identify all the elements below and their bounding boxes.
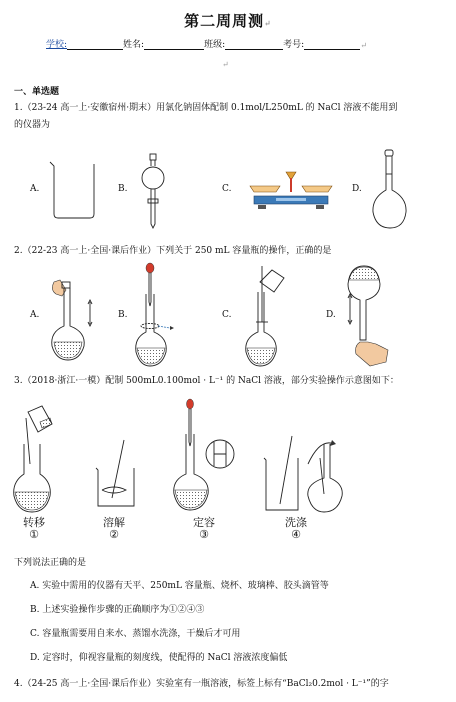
section-heading: 一、单选题 — [14, 87, 60, 97]
exam-no-blank[interactable] — [304, 39, 360, 50]
question-1-line1: 1.（23-24 高一上·安徽宿州·期末）用氯化钠固体配制 0.1mol/L250mL 的 NaCl 溶液不能用到 — [14, 103, 398, 113]
step-washing-number: ④ — [291, 528, 301, 541]
q3-choice-d-text: 定容时，仰视容量瓶的刻度线，使配得的 NaCl 溶液浓度偏低 — [42, 653, 288, 663]
question-3-text: 3.（2018·浙江·一模）配制 500mL0.100mol · L⁻¹ 的 NaCl 溶液，部分实验操作示意图如下： — [14, 376, 399, 386]
q3-choice-c-text: 容量瓶需要用自来水、蒸馏水洗涤，干燥后才可用 — [42, 629, 241, 639]
q2-option-a[interactable]: A. — [30, 310, 40, 320]
q2-option-d[interactable]: D. — [326, 310, 336, 320]
step-volume-fixing-number: ③ — [199, 528, 209, 541]
step-dissolve-label: 溶解 — [103, 516, 125, 529]
q3-choice-a-text: 实验中需用的仪器有天平、250mL 容量瓶、烧杯、玻璃棒、胶头滴管等 — [42, 581, 329, 591]
q1-option-d[interactable]: D. — [352, 184, 362, 194]
class-blank[interactable] — [225, 39, 283, 50]
dissolve-step-icon — [94, 438, 138, 510]
q2-option-b[interactable]: B. — [118, 310, 128, 320]
transfer-step-icon — [12, 404, 72, 514]
q1-option-c[interactable]: C. — [222, 184, 232, 194]
title-text: 第二周周测 — [184, 12, 265, 30]
name-label: 姓名: — [123, 40, 145, 50]
q3-choice-d[interactable] — [30, 650, 450, 663]
q3-choice-a-letter: A. — [30, 581, 40, 591]
q3-choice-c[interactable] — [30, 626, 450, 639]
exam-no-label: 考号: — [283, 40, 305, 50]
paragraph-mark: ↵ — [360, 41, 367, 50]
q3-choice-b-text: 上述实验操作步骤的正确顺序为①②④③ — [42, 605, 205, 615]
question-2-text: 2.（22-23 高一上·全国·课后作业）下列关于 250 mL 容量瓶的操作，正确的是 — [14, 246, 332, 256]
question-1-text — [14, 100, 444, 134]
step-volume-fixing-label: 定容 — [193, 516, 215, 529]
balance-scale-icon — [246, 168, 336, 214]
separatory-funnel-icon — [138, 152, 168, 228]
q3-choice-d-letter: D. — [30, 653, 40, 663]
volume-fixing-step-icon — [170, 398, 246, 514]
step-transfer-label: 转移 — [23, 516, 45, 529]
step-washing-label: 洗涤 — [285, 516, 307, 529]
beaker-pour-into-flask-icon — [238, 262, 288, 368]
volumetric-flask-icon — [370, 148, 410, 230]
q1-option-a[interactable]: A. — [30, 184, 40, 194]
return-mark: ↵ — [222, 60, 229, 69]
school-label: 学校: — [46, 40, 68, 50]
name-blank[interactable] — [144, 39, 204, 50]
paragraph-mark: ↵ — [264, 18, 272, 28]
student-info-line — [46, 37, 426, 50]
school-blank[interactable] — [67, 39, 123, 50]
dropper-flask-icon — [134, 262, 182, 368]
q3-choice-a[interactable] — [30, 578, 450, 591]
inverted-flask-hand-icon — [340, 262, 400, 368]
q3-choice-b-letter: B. — [30, 605, 40, 615]
question-1-line2: 的仪器为 — [14, 120, 51, 130]
question-3-stem: 下列说法正确的是 — [14, 558, 87, 568]
q2-option-c[interactable]: C. — [222, 310, 232, 320]
page-title — [0, 10, 456, 31]
flask-shaking-icon — [48, 272, 98, 364]
beaker-icon — [48, 160, 100, 220]
q3-choice-b[interactable] — [30, 602, 450, 615]
question-4-text: 4.（24-25 高一上·全国·课后作业）实验室有一瓶溶液，标签上标有“BaCl₂0.2mol · L⁻¹”的字 — [14, 679, 389, 689]
step-transfer-number: ① — [29, 528, 39, 541]
q3-choice-c-letter: C. — [30, 629, 40, 639]
step-dissolve-number: ② — [109, 528, 119, 541]
washing-step-icon — [262, 434, 366, 514]
q1-option-b[interactable]: B. — [118, 184, 128, 194]
class-label: 班级: — [204, 40, 226, 50]
